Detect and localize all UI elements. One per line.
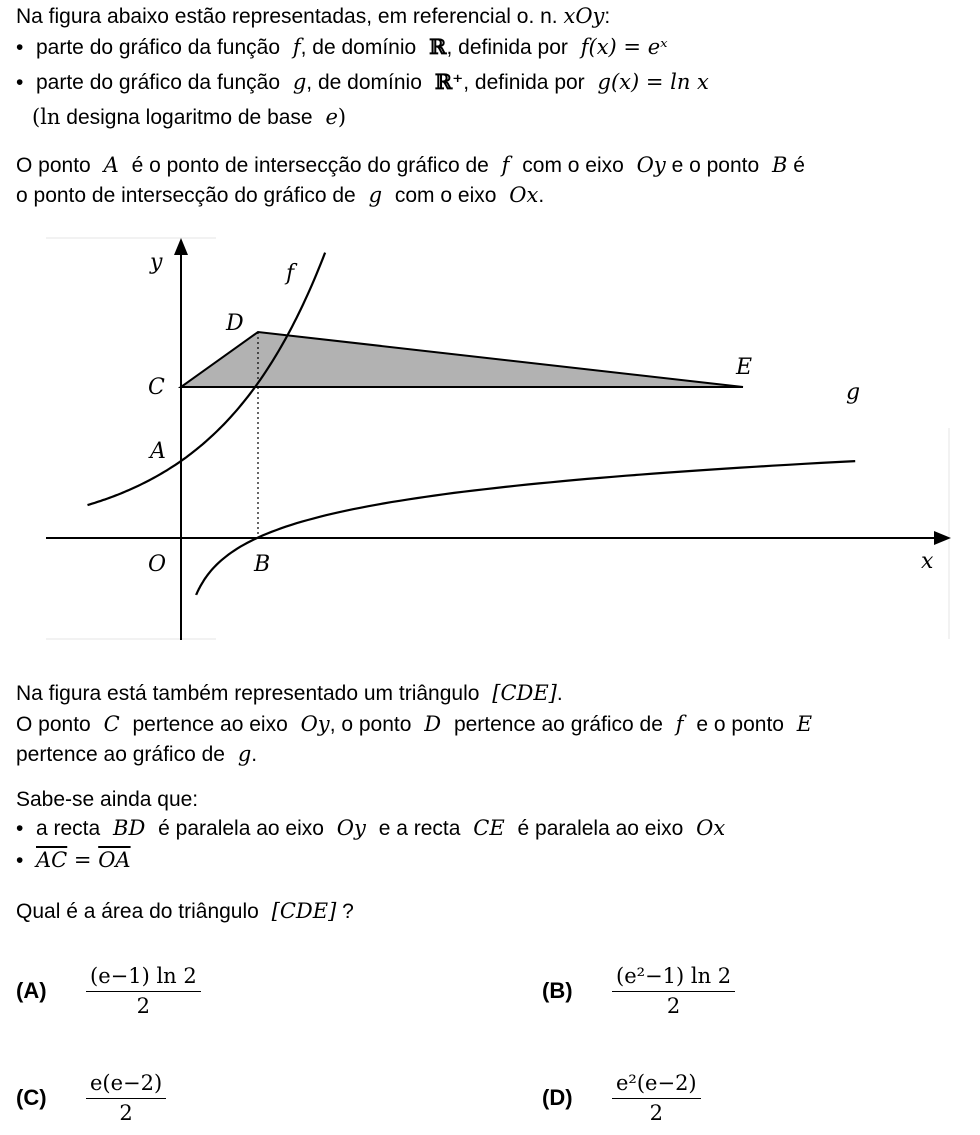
condition-1 <box>16 814 725 843</box>
formula-f: f(x) = eˣ <box>580 35 668 59</box>
text: , de domínio <box>306 71 428 94</box>
option-d-fraction <box>612 1070 701 1126</box>
option-c-fraction <box>86 1070 166 1126</box>
denominator: 2 <box>136 994 151 1018</box>
triangle-line-1 <box>16 679 563 708</box>
math-Oy: Oy <box>636 153 666 177</box>
math-E: E <box>796 712 813 736</box>
text: é <box>787 154 805 177</box>
question-text: Qual é a área do triângulo <box>16 900 265 923</box>
math-equals: = <box>67 848 99 872</box>
option-label: (C) <box>16 1085 47 1110</box>
points-line-1 <box>16 151 805 180</box>
numerator: e(e−2) <box>86 1070 166 1099</box>
bullet: • <box>16 817 24 840</box>
math-Ox: Ox <box>509 183 539 207</box>
numerator: (e−1) ln 2 <box>86 963 201 992</box>
bullet: • <box>16 849 24 872</box>
triangle-line-3 <box>16 740 257 769</box>
frame-xOy: xOy <box>563 4 605 28</box>
intro-colon: : <box>604 5 611 28</box>
math-B: B <box>772 153 788 177</box>
math-OA-segment: $\overline{OA}$ <box>98 848 131 872</box>
bullet-f-definition <box>16 33 668 62</box>
label-x: x <box>921 549 934 574</box>
math-f: f <box>501 153 510 177</box>
math-g: g <box>368 183 383 207</box>
function-graph-figure <box>46 236 951 644</box>
math-g: g <box>237 742 252 766</box>
option-label: (D) <box>542 1085 573 1110</box>
text: designa logaritmo de base <box>60 106 319 129</box>
denominator: 2 <box>119 1101 133 1125</box>
numerator: (e²−1) ln 2 <box>612 963 735 992</box>
math-f: f <box>675 712 684 736</box>
text: parte do gráfico da função <box>36 36 286 59</box>
formula-g: g(x) = ln x <box>597 70 709 94</box>
math-BD: BD <box>113 816 146 840</box>
numerator: e²(e−2) <box>612 1070 701 1099</box>
text: . <box>251 743 258 766</box>
intro-text: Na figura abaixo estão representadas, em referencial o. n. <box>16 5 564 28</box>
triangle-line-2 <box>16 710 812 739</box>
option-d[interactable] <box>542 1070 701 1126</box>
conditions-intro: Sabe-se ainda que: <box>16 788 199 811</box>
label-B: B <box>254 552 271 577</box>
option-b[interactable] <box>542 963 735 1019</box>
text: pertence ao gráfico de <box>16 743 231 766</box>
condition-2 <box>16 846 131 875</box>
text: com o eixo <box>389 184 503 207</box>
option-a-fraction <box>86 963 201 1019</box>
text: O ponto <box>16 713 97 736</box>
math-Oy: Oy <box>336 816 366 840</box>
label-D: D <box>226 311 244 336</box>
label-f: f <box>286 261 295 286</box>
text: o ponto de intersecção do gráfico de <box>16 184 362 207</box>
text: Na figura está também representado um triângulo <box>16 682 486 705</box>
question-mark: ? <box>336 900 354 923</box>
text: , definida por <box>463 71 591 94</box>
text: pertence ao gráfico de <box>448 713 669 736</box>
x-axis-arrow <box>934 531 951 545</box>
curve-g <box>196 461 855 595</box>
label-A: A <box>150 439 166 464</box>
math-triangle-CDE: [CDE] <box>492 681 557 705</box>
math-e: e <box>325 105 338 129</box>
denominator: 2 <box>666 994 681 1018</box>
paren: ) <box>337 105 347 129</box>
math-ln: (ln <box>32 105 61 129</box>
text: O ponto <box>16 154 97 177</box>
math-A: A <box>103 153 119 177</box>
text: , o ponto <box>329 713 418 736</box>
label-y: y <box>150 250 163 275</box>
math-f: f <box>292 35 301 59</box>
label-E: E <box>736 355 753 380</box>
intro-line-1 <box>16 2 610 31</box>
math-CE: CE <box>473 816 505 840</box>
question <box>16 897 354 926</box>
text: pertence ao eixo <box>126 713 294 736</box>
bullet: • <box>16 71 24 94</box>
text: é o ponto de intersecção do gráfico de <box>125 154 495 177</box>
text: . <box>556 682 563 705</box>
option-label: (B) <box>542 978 573 1003</box>
math-triangle-CDE: [CDE] <box>271 899 337 923</box>
math-positive-reals: ℝ⁺ <box>434 69 464 94</box>
text: e a recta <box>372 817 467 840</box>
label-g: g <box>846 380 861 405</box>
points-line-2 <box>16 181 544 210</box>
text: a recta <box>36 817 107 840</box>
math-Oy: Oy <box>300 712 330 736</box>
label-C: C <box>148 375 165 400</box>
text: . <box>538 184 545 207</box>
text: , definida por <box>446 36 574 59</box>
text: e o ponto <box>665 154 765 177</box>
option-label: (A) <box>16 978 47 1003</box>
bullet-g-definition <box>16 68 709 97</box>
text: parte do gráfico da função <box>36 71 286 94</box>
math-C: C <box>103 712 120 736</box>
option-a[interactable] <box>16 963 201 1019</box>
math-Ox: Ox <box>696 816 726 840</box>
text: com o eixo <box>516 154 630 177</box>
math-D: D <box>424 712 442 736</box>
option-c[interactable] <box>16 1070 166 1126</box>
label-O: O <box>148 552 167 577</box>
ln-note <box>32 103 346 132</box>
y-axis-arrow <box>174 238 188 255</box>
text: e o ponto <box>690 713 790 736</box>
text: , de domínio <box>300 36 423 59</box>
bullet: • <box>16 36 24 59</box>
option-b-fraction <box>612 963 735 1019</box>
text: é paralela ao eixo <box>152 817 330 840</box>
text: é paralela ao eixo <box>511 817 690 840</box>
math-g: g <box>292 70 307 94</box>
math-AC-segment: $\overline{AC}$ <box>36 848 68 872</box>
denominator: 2 <box>649 1101 663 1125</box>
triangle-CDE <box>181 332 743 387</box>
math-reals: ℝ <box>429 34 447 59</box>
